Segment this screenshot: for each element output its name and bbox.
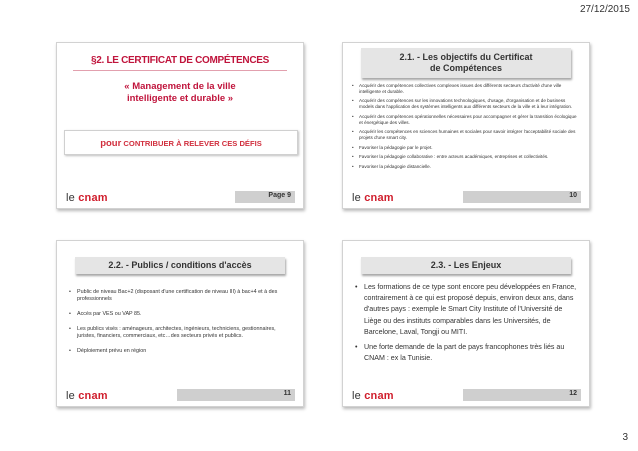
subtitle-line-1: « Management de la ville bbox=[124, 81, 236, 92]
logo-name: cnam bbox=[78, 390, 108, 402]
list-item: • Acquérir les compétences en sciences humaines et sociales pour savoir intégrer l'acceptabilité sociale des projets d'une smart city. bbox=[352, 129, 579, 141]
slide-page-label: 11 bbox=[177, 389, 295, 401]
cnam-logo bbox=[352, 390, 394, 402]
slide-9 bbox=[56, 42, 304, 209]
slide-title: 2.2. - Publics / conditions d'accès bbox=[75, 257, 285, 274]
logo-name: cnam bbox=[364, 192, 394, 204]
list-item: • Acquérir des compétences sur les innovations technologiques, d'usage, d'organisation et de business models dans l'application des systèmes intelligents aux différents secteurs de la ville et à leur intégration. bbox=[352, 98, 579, 110]
objectives-list bbox=[352, 83, 579, 173]
list-item: • Public de niveau Bac+2 (disposant d'une certification de niveau III) à bac+4 et à des professionnels bbox=[69, 289, 289, 303]
slide-page-label: Page 9 bbox=[235, 191, 295, 203]
slide-10 bbox=[342, 42, 590, 209]
slide-title bbox=[361, 48, 571, 78]
slide-page-label: 10 bbox=[463, 191, 581, 203]
title-line-1: 2.1. - Les objectifs du Certificat bbox=[399, 52, 533, 62]
list-item: • Favoriser la pédagogie collaborative : entre acteurs académiques, entreprises et collectivités. bbox=[352, 154, 579, 160]
list-item: • Acquérir des compétences collectives complexes issues des différents secteurs d'activité d'une ville intelligente et durable. bbox=[352, 83, 579, 95]
slide-subtitle bbox=[57, 81, 303, 105]
logo-name: cnam bbox=[364, 390, 394, 402]
logo-prefix: le bbox=[66, 390, 79, 402]
list-item: • Les publics visés : aménageurs, architectes, ingénieurs, techniciens, gestionnaires, juristes, financiers, commerciaux, etc…des secteurs privés et publics. bbox=[69, 326, 289, 340]
list-item: • Acquérir des compétences opérationnelles nécessaires pour accompagner et gérer la transition écologique et énergétique des villes. bbox=[352, 114, 579, 126]
slide-12 bbox=[342, 240, 590, 407]
slide-title: §2. LE CERTIFICAT DE COMPÉTENCES bbox=[90, 55, 269, 66]
callout-box bbox=[64, 130, 298, 155]
cnam-logo bbox=[352, 192, 394, 204]
list-item: • Favoriser la pédagogie distancielle. bbox=[352, 164, 579, 170]
list-item: • Déploiement prévu en région bbox=[69, 348, 289, 355]
callout-prefix: pour bbox=[100, 138, 122, 149]
slide-title: 2.3. - Les Enjeux bbox=[361, 257, 571, 274]
list-item: • Accès par VES ou VAP 85. bbox=[69, 311, 289, 318]
cnam-logo bbox=[66, 192, 108, 204]
list-item: • Une forte demande de la part de pays francophones très liés au CNAM : ex la Tunisie. bbox=[355, 342, 577, 364]
document-date: 27/12/2015 bbox=[579, 4, 630, 15]
slide-11 bbox=[56, 240, 304, 407]
enjeux-list bbox=[355, 282, 577, 368]
title-line-2: de Compétences bbox=[429, 63, 503, 73]
publics-list bbox=[69, 289, 289, 363]
callout-text: CONTRIBUER À RELEVER CES DÉFIS bbox=[123, 139, 262, 148]
list-item: • Favoriser la pédagogie par le projet. bbox=[352, 145, 579, 151]
logo-prefix: le bbox=[66, 192, 79, 204]
logo-prefix: le bbox=[352, 390, 365, 402]
logo-prefix: le bbox=[352, 192, 365, 204]
list-item: • Les formations de ce type sont encore peu développées en France, contrairement à ce qui est proposé depuis, environ deux ans, dans d'autres pays : exemple le Smart City Institute of l'Université de Liège ou des instituts comparables dans les Universités, de Barcelone, Laval, Tongji ou MITI. bbox=[355, 282, 577, 338]
title-divider bbox=[73, 70, 287, 71]
page-number: 3 bbox=[622, 432, 628, 443]
cnam-logo bbox=[66, 390, 108, 402]
logo-name: cnam bbox=[78, 192, 108, 204]
subtitle-line-2: intelligente et durable » bbox=[126, 93, 234, 104]
slide-page-label: 12 bbox=[463, 389, 581, 401]
